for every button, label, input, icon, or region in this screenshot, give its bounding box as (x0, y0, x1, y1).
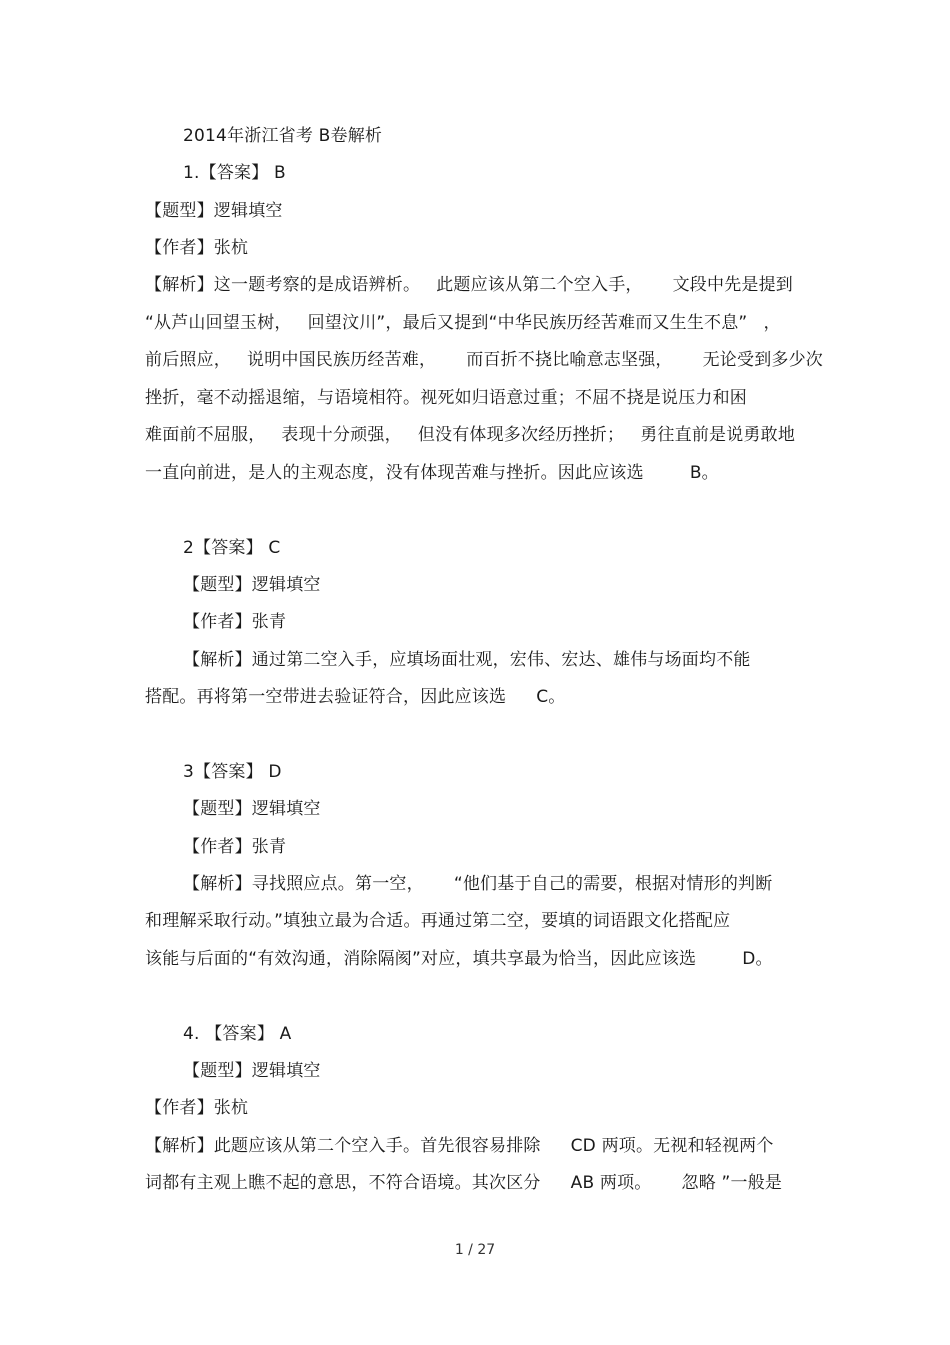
text-segment: 忽略 ”一般是 (681, 1173, 783, 1193)
q3-analysis-line-3 (145, 948, 773, 970)
q1-analysis-line-3 (145, 349, 823, 371)
q2-analysis-line-2 (145, 686, 565, 708)
q1-analysis-line-4: 挫折，毫不动摇退缩，与语境相符。视死如归语意过重；不屈不挠是说压力和困 (145, 388, 747, 408)
text-segment: D。 (742, 949, 773, 969)
q1-analysis-line-2 (145, 312, 781, 334)
q4-author: 【作者】张杭 (145, 1098, 249, 1118)
text-segment: 勇往直前是说勇敢地 (640, 425, 796, 445)
text-segment: 回望汶川”，最后又提到“中华民族历经苦难而又生生不息” (307, 313, 748, 333)
q1-author: 【作者】张杭 (145, 238, 249, 258)
text-segment: 一直向前进，是人的主观态度，没有体现苦难与挫折。因此应该选 (145, 463, 644, 483)
text-segment: 【解析】这一题考察的是成语辨析。 (145, 275, 421, 295)
text-segment: 说明中国民族历经苦难， (247, 350, 437, 370)
q1-analysis-line-5 (145, 424, 795, 446)
document-title: 2014年浙江省考 B卷解析 (183, 126, 383, 146)
q3-analysis-line-1 (183, 873, 772, 895)
text-segment: “他们基于自己的需要，根据对情形的判断 (453, 874, 773, 894)
text-segment: 【解析】寻找照应点。第一空， (183, 874, 424, 894)
q1-analysis-line-6 (145, 462, 719, 484)
text-segment: AB 两项。 (570, 1173, 652, 1193)
text-segment: 该能与后面的“有效沟通，消除隔阂”对应，填共享最为恰当，因此应该选 (145, 949, 697, 969)
text-segment: 词都有主观上瞧不起的意思，不符合语境。其次区分 (145, 1173, 541, 1193)
page-number: 1 / 27 (454, 1242, 496, 1258)
q2-analysis-line-1: 【解析】通过第二空入手，应填场面壮观，宏伟、宏达、雄伟与场面均不能 (183, 650, 751, 670)
text-segment: ， (763, 313, 781, 333)
text-segment: B。 (689, 463, 719, 483)
text-segment: 文段中先是提到 (672, 275, 794, 295)
text-segment: 但没有体现多次经历挫折； (417, 425, 625, 445)
q4-type: 【题型】逻辑填空 (183, 1061, 321, 1081)
q4-analysis-line-1 (145, 1135, 774, 1157)
text-segment: 此题应该从第二个空入手， (436, 275, 643, 295)
text-segment: 【解析】此题应该从第二个空入手。首先很容易排除 (145, 1136, 541, 1156)
q3-analysis-line-2: 和理解采取行动。”填独立最为合适。再通过第二空，要填的词语跟文化搭配应 (145, 911, 731, 931)
text-segment: 无论受到多少次 (702, 350, 824, 370)
text-segment: 搭配。再将第一空带进去验证符合，因此应该选 (145, 687, 507, 707)
text-segment: 难面前不屈服， (145, 425, 266, 445)
text-segment: 而百折不挠比喻意志坚强， (466, 350, 673, 370)
text-segment: 前后照应， (145, 350, 231, 370)
q1-analysis-line-1 (145, 274, 793, 296)
text-segment: “从芦山回望玉树， (145, 313, 292, 333)
q2-author: 【作者】张青 (183, 612, 287, 632)
text-segment: C。 (536, 687, 566, 707)
q1-type: 【题型】逻辑填空 (145, 201, 283, 221)
q2-type: 【题型】逻辑填空 (183, 575, 321, 595)
q3-type: 【题型】逻辑填空 (183, 799, 321, 819)
q4-analysis-line-2 (145, 1172, 782, 1194)
q1-answer: 1.【答案】 B (183, 163, 286, 183)
q3-answer: 3【答案】 D (183, 762, 282, 782)
q4-answer: 4. 【答案】 A (183, 1024, 292, 1044)
q2-answer: 2【答案】 C (183, 538, 281, 558)
text-segment: CD 两项。无视和轻视两个 (570, 1136, 774, 1156)
text-segment: 表现十分顽强， (281, 425, 402, 445)
q3-author: 【作者】张青 (183, 837, 287, 857)
